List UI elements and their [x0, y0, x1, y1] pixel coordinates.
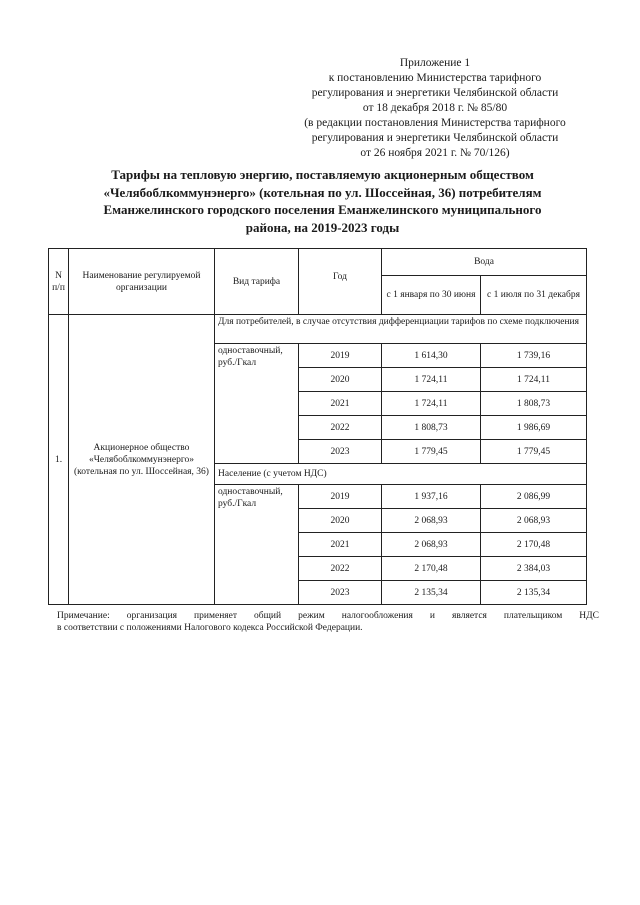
appendix-line: Приложение 1 — [399, 57, 471, 69]
tariffs-table — [48, 248, 587, 605]
footnote — [57, 611, 599, 634]
value-half2: 1 808,73 — [481, 392, 587, 416]
title-line: Еманжелинского городского поселения Еманжелинского муниципального — [103, 202, 542, 217]
document-title — [60, 166, 585, 236]
appendix-line: регулирования и энергетики Челябинской области — [311, 132, 559, 144]
header-half1: с 1 января по 30 июня — [382, 276, 481, 315]
appendix-line: регулирования и энергетики Челябинской области — [311, 87, 559, 99]
appendix-header — [270, 56, 600, 161]
header-tariff-type: Вид тарифа — [215, 249, 299, 315]
header-number: N п/п — [49, 249, 69, 315]
value-half1: 1 779,45 — [382, 440, 481, 464]
year-cell: 2022 — [299, 557, 382, 581]
tariff-type: одноставочный, руб./Гкал — [215, 485, 299, 605]
section-title: Для потребителей, в случае отсутствия дифференциации тарифов по схеме подключения — [215, 315, 587, 344]
header-organization: Наименование регулируемой организации — [69, 249, 215, 315]
year-cell: 2023 — [299, 581, 382, 605]
value-half1: 1 614,30 — [382, 344, 481, 368]
value-half2: 2 086,99 — [481, 485, 587, 509]
footnote-line: в соответствии с положениями Налогового кодекса Российской Федерации. — [57, 622, 363, 633]
row-number: 1. — [49, 315, 69, 605]
header-year: Год — [299, 249, 382, 315]
value-half1: 1 724,11 — [382, 368, 481, 392]
title-line: района, на 2019-2023 годы — [245, 219, 400, 235]
appendix-line: от 26 ноября 2021 г. № 70/126) — [360, 147, 510, 159]
value-half2: 2 068,93 — [481, 509, 587, 533]
value-half1: 2 068,93 — [382, 533, 481, 557]
year-cell: 2022 — [299, 416, 382, 440]
organization-name: Акционерное общество «Челябоблкоммунэнерго» (котельная по ул. Шоссейная, 36) — [69, 315, 215, 605]
value-half1: 2 068,93 — [382, 509, 481, 533]
title-line: Тарифы на тепловую энергию, поставляемую акционерным обществом — [111, 167, 534, 182]
value-half2: 1 724,11 — [481, 368, 587, 392]
tariff-type: одноставочный, руб./Гкал — [215, 344, 299, 464]
appendix-line: (в редакции постановления Министерства тарифного — [304, 117, 566, 129]
appendix-line: от 18 декабря 2018 г. № 85/80 — [362, 102, 508, 114]
value-half1: 2 135,34 — [382, 581, 481, 605]
value-half1: 1 808,73 — [382, 416, 481, 440]
appendix-line: к постановлению Министерства тарифного — [328, 72, 542, 84]
header-half2: с 1 июля по 31 декабря — [481, 276, 587, 315]
value-half1: 1 724,11 — [382, 392, 481, 416]
title-line: «Челябоблкоммунэнерго» (котельная по ул. Шоссейная, 36) потребителям — [103, 184, 542, 200]
year-cell: 2020 — [299, 509, 382, 533]
footnote-line: Примечание: организация применяет общий режим налогообложения и является плательщиком НДС — [57, 611, 599, 621]
value-half2: 1 779,45 — [481, 440, 587, 464]
value-half2: 2 135,34 — [481, 581, 587, 605]
year-cell: 2020 — [299, 368, 382, 392]
year-cell: 2023 — [299, 440, 382, 464]
value-half2: 2 170,48 — [481, 533, 587, 557]
year-cell: 2019 — [299, 485, 382, 509]
year-cell: 2021 — [299, 533, 382, 557]
header-water: Вода — [382, 249, 587, 276]
value-half1: 2 170,48 — [382, 557, 481, 581]
section-title: Население (с учетом НДС) — [215, 464, 587, 485]
year-cell: 2021 — [299, 392, 382, 416]
value-half2: 1 986,69 — [481, 416, 587, 440]
value-half2: 2 384,03 — [481, 557, 587, 581]
year-cell: 2019 — [299, 344, 382, 368]
value-half1: 1 937,16 — [382, 485, 481, 509]
value-half2: 1 739,16 — [481, 344, 587, 368]
